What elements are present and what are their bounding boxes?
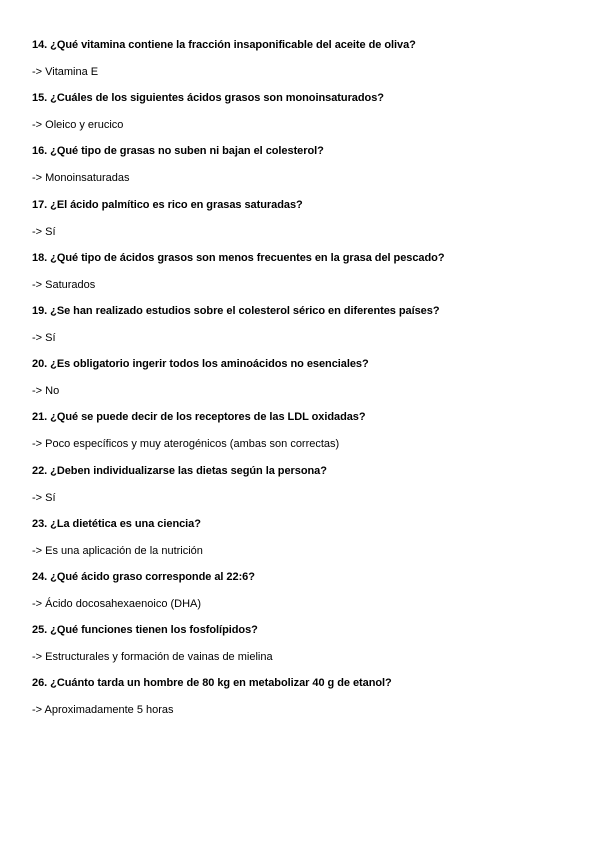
question-26: 26. ¿Cuánto tarda un hombre de 80 kg en metabolizar 40 g de etanol? xyxy=(32,677,392,690)
qa-item xyxy=(32,304,572,357)
answer-19: -> Sí xyxy=(32,331,56,344)
question-23: 23. ¿La dietética es una ciencia? xyxy=(32,517,201,530)
question-15: 15. ¿Cuáles de los siguientes ácidos grasos son monoinsaturados? xyxy=(32,92,384,105)
qa-item xyxy=(32,464,572,517)
answer-17: -> Sí xyxy=(32,225,56,238)
qa-item xyxy=(32,676,572,729)
answer-26: -> Aproximadamente 5 horas xyxy=(32,704,174,717)
answer-23: -> Es una aplicación de la nutrición xyxy=(32,544,203,557)
qa-item xyxy=(32,570,572,623)
question-22: 22. ¿Deben individualizarse las dietas según la persona? xyxy=(32,464,327,477)
question-17: 17. ¿El ácido palmítico es rico en grasas saturadas? xyxy=(32,198,303,211)
answer-21: -> Poco específicos y muy aterogénicos (ambas son correctas) xyxy=(32,438,340,451)
qa-item xyxy=(32,198,572,251)
answer-20: -> No xyxy=(32,385,60,398)
qa-item xyxy=(32,357,572,410)
qa-item xyxy=(32,144,572,197)
question-14: 14. ¿Qué vitamina contiene la fracción insaponificable del aceite de oliva? xyxy=(32,39,416,51)
answer-22: -> Sí xyxy=(32,491,56,504)
answer-14: -> Vitamina E xyxy=(32,66,99,78)
question-21: 21. ¿Qué se puede decir de los receptores de las LDL oxidadas? xyxy=(32,411,366,424)
qa-item xyxy=(32,91,572,144)
question-16: 16. ¿Qué tipo de grasas no suben ni bajan el colesterol? xyxy=(32,145,324,158)
answer-16: -> Monoinsaturadas xyxy=(32,172,130,185)
qa-item xyxy=(32,251,572,304)
qa-item xyxy=(32,38,572,91)
question-20: 20. ¿Es obligatorio ingerir todos los aminoácidos no esenciales? xyxy=(32,358,369,371)
answer-15: -> Oleico y erucico xyxy=(32,119,124,132)
question-19: 19. ¿Se han realizado estudios sobre el colesterol sérico en diferentes países? xyxy=(32,304,440,317)
qa-item xyxy=(32,410,572,463)
question-18: 18. ¿Qué tipo de ácidos grasos son menos frecuentes en la grasa del pescado? xyxy=(32,251,445,264)
answer-18: -> Saturados xyxy=(32,278,96,291)
question-25: 25. ¿Qué funciones tienen los fosfolípidos? xyxy=(32,624,258,637)
answer-24: -> Ácido docosahexaenoico (DHA) xyxy=(32,597,202,610)
qa-item xyxy=(32,517,572,570)
question-24: 24. ¿Qué ácido graso corresponde al 22:6? xyxy=(32,570,255,583)
document-page xyxy=(32,38,572,729)
answer-25: -> Estructurales y formación de vainas de mielina xyxy=(32,651,273,664)
qa-item xyxy=(32,623,572,676)
